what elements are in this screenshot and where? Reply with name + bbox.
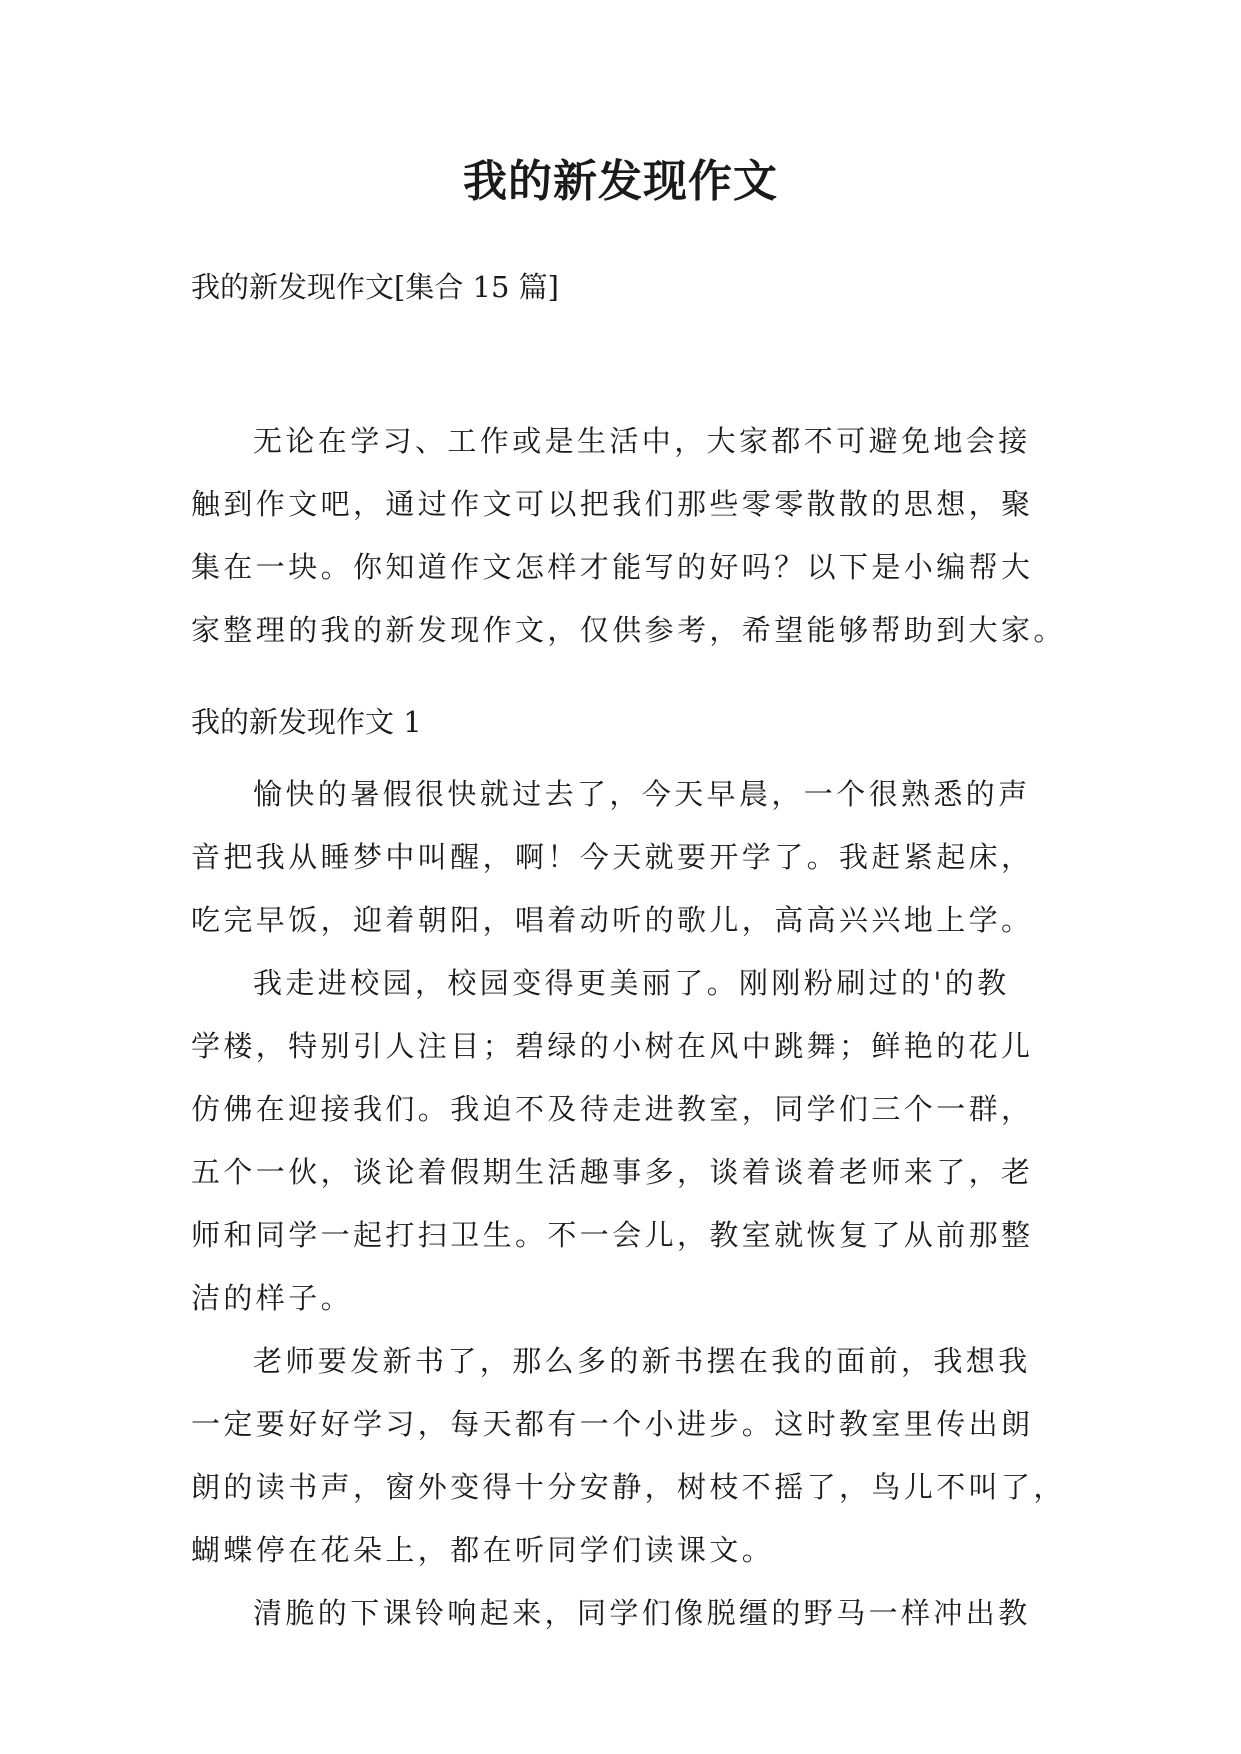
- essay-body: [191, 763, 1066, 1645]
- document-title: 我的新发现作文: [463, 156, 778, 207]
- intro-line: 无论在学习、工作或是生活中，大家都不可避免地会接: [253, 424, 1031, 458]
- essay-line: 愉快的暑假很快就过去了，今天早晨，一个很熟悉的声: [253, 777, 1031, 811]
- essay-paragraph: [191, 763, 1061, 952]
- intro-line: 家整理的我的新发现作文，仅供参考，希望能够帮助到大家。: [191, 613, 1066, 647]
- document-subtitle: 我的新发现作文[集合 15 篇]: [191, 270, 559, 304]
- intro-line: 集在一块。你知道作文怎样才能写的好吗？以下是小编帮大: [191, 550, 1034, 584]
- essay-line: 老师要发新书了，那么多的新书摆在我的面前，我想我: [253, 1344, 1031, 1378]
- essay-paragraph: [191, 1582, 1061, 1645]
- intro-line: 触到作文吧，通过作文可以把我们那些零零散散的思想，聚: [191, 487, 1034, 521]
- essay-heading: 我的新发现作文 1: [191, 705, 422, 739]
- essay-line: 吃完早饭，迎着朝阳，唱着动听的歌儿，高高兴兴地上学。: [191, 903, 1034, 937]
- essay-line: 清脆的下课铃响起来，同学们像脱缰的野马一样冲出教: [253, 1596, 1031, 1630]
- essay-line: 一定要好好学习，每天都有一个小进步。这时教室里传出朗: [191, 1407, 1034, 1441]
- essay-line: 音把我从睡梦中叫醒，啊！今天就要开学了。我赶紧起床，: [191, 840, 1034, 874]
- essay-line: 蝴蝶停在花朵上，都在听同学们读课文。: [191, 1533, 775, 1567]
- intro-paragraph: [191, 410, 1066, 662]
- essay-line: 师和同学一起打扫卫生。不一会儿，教室就恢复了从前那整: [191, 1218, 1034, 1252]
- essay-line: 朗的读书声，窗外变得十分安静，树枝不摇了，鸟儿不叫了，: [191, 1470, 1066, 1504]
- essay-line: 学楼，特别引人注目；碧绿的小树在风中跳舞；鲜艳的花儿: [191, 1029, 1034, 1063]
- essay-line: 洁的样子。: [191, 1281, 354, 1315]
- essay-paragraph: [191, 1330, 1066, 1582]
- essay-paragraph: [191, 952, 1061, 1330]
- essay-line: 仿佛在迎接我们。我迫不及待走进教室，同学们三个一群，: [191, 1092, 1034, 1126]
- essay-line: 我走进校园，校园变得更美丽了。刚刚粉刷过的'的教: [253, 966, 1010, 1000]
- essay-line: 五个一伙，谈论着假期生活趣事多，谈着谈着老师来了，老: [191, 1155, 1034, 1189]
